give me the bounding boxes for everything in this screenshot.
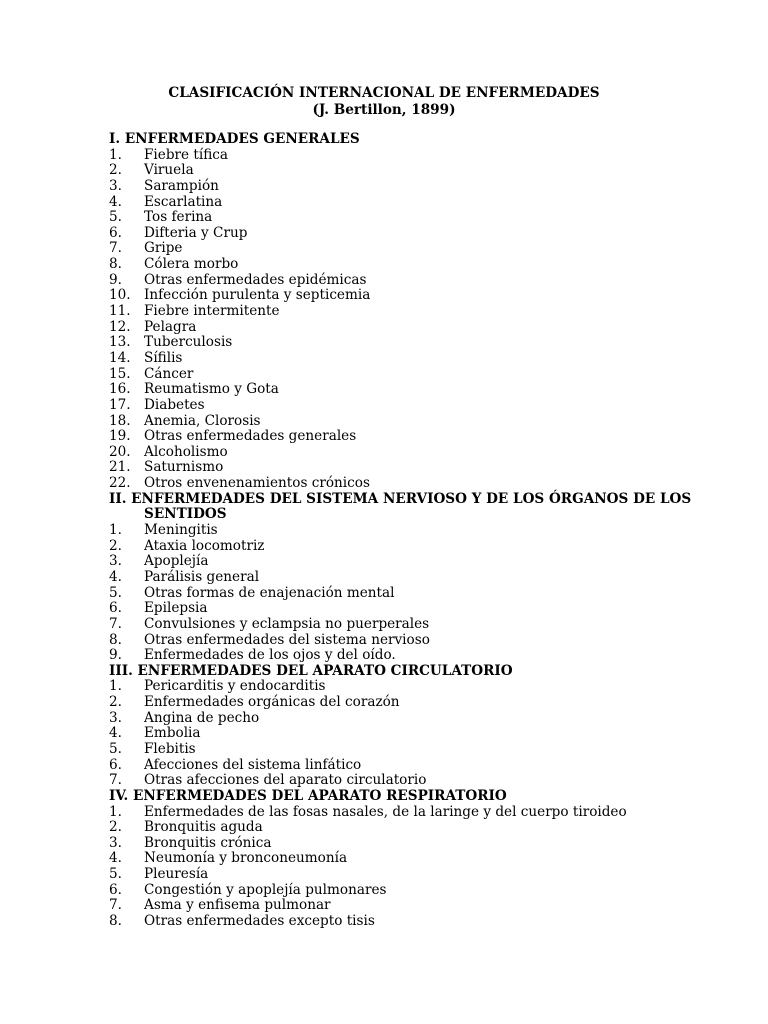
list-item	[109, 648, 709, 664]
list-item-text: Cólera morbo	[144, 256, 239, 273]
section-heading: II. ENFERMEDADES DEL SISTEMA NERVIOSO Y DE LOS ÓRGANOS DE LOS	[109, 490, 692, 507]
list-item-number: 14.	[109, 349, 131, 366]
list-item-number: 5.	[109, 584, 122, 601]
list-item-number: 9.	[109, 271, 122, 288]
list-item-number: 19.	[109, 428, 131, 445]
list-item	[109, 148, 709, 164]
list-item-number: 10.	[109, 287, 131, 304]
list-item	[109, 414, 709, 430]
list-item	[109, 288, 709, 304]
list-item	[109, 163, 709, 179]
list-item-text: Diabetes	[144, 396, 205, 413]
list-item-number: 13.	[109, 334, 131, 351]
list-item-text: Otras enfermedades generales	[144, 428, 357, 445]
list-item-text: Infección purulenta y septicemia	[144, 287, 371, 304]
list-item-number: 2.	[109, 694, 122, 711]
list-item-number: 3.	[109, 709, 122, 726]
list-item-number: 3.	[109, 834, 122, 851]
list-item-text: Bronquitis aguda	[144, 819, 263, 836]
list-item-text: Meningitis	[144, 522, 218, 539]
list-item-text: Pelagra	[144, 318, 197, 335]
list-item-text: Tos ferina	[144, 209, 213, 226]
list-item-text: Fiebre intermitente	[144, 303, 280, 320]
list-item-number: 20.	[109, 443, 131, 460]
list-item-text: Tuberculosis	[144, 334, 233, 351]
list-item-text: Flebitis	[144, 740, 196, 757]
list-item	[109, 241, 709, 257]
section-heading-continuation: SENTIDOS	[144, 506, 227, 523]
list-item-number: 9.	[109, 647, 122, 664]
list-item-number: 17.	[109, 396, 131, 413]
list-item	[109, 742, 709, 758]
list-item-text: Congestión y apoplejía pulmonares	[144, 881, 387, 898]
list-item-text: Apoplejía	[144, 553, 209, 570]
list-item	[109, 523, 709, 539]
list-item-number: 11.	[109, 303, 131, 320]
list-item-number: 4.	[109, 193, 122, 210]
list-item-number: 18.	[109, 412, 131, 429]
list-item	[109, 836, 709, 852]
list-item-text: Otras enfermedades del sistema nervioso	[144, 631, 430, 648]
section-heading: III. ENFERMEDADES DEL APARATO CIRCULATORIO	[109, 662, 513, 679]
list-item	[109, 679, 709, 695]
list-item	[109, 398, 709, 414]
list-item-number: 7.	[109, 772, 122, 789]
list-item	[109, 304, 709, 320]
list-item	[109, 320, 709, 336]
list-item-number: 7.	[109, 897, 122, 914]
list-item-text: Asma y enfisema pulmonar	[144, 897, 331, 914]
list-item-number: 8.	[109, 913, 122, 930]
list-item	[109, 695, 709, 711]
list-item-text: Pericarditis y endocarditis	[144, 678, 326, 695]
list-item-number: 3.	[109, 177, 122, 194]
list-item-number: 22.	[109, 475, 131, 492]
list-item	[109, 382, 709, 398]
list-item	[109, 351, 709, 367]
list-item-number: 4.	[109, 850, 122, 867]
list-item-text: Bronquitis crónica	[144, 834, 272, 851]
list-item-number: 8.	[109, 256, 122, 273]
list-item-text: Anemia, Clorosis	[144, 412, 261, 429]
list-item-number: 1.	[109, 678, 122, 695]
list-item	[109, 210, 709, 226]
list-item	[109, 898, 709, 914]
list-item-number: 2.	[109, 819, 122, 836]
list-item-text: Enfermedades de los ojos y del oído.	[144, 647, 396, 664]
list-item-number: 16.	[109, 381, 131, 398]
list-item-number: 5.	[109, 740, 122, 757]
list-item	[109, 758, 709, 774]
list-item	[109, 633, 709, 649]
list-item-number: 2.	[109, 537, 122, 554]
list-item-number: 6.	[109, 600, 122, 617]
list-item	[109, 195, 709, 211]
list-item	[109, 539, 709, 555]
list-item-text: Enfermedades de las fosas nasales, de la laringe y del cuerpo tiroideo	[144, 803, 627, 820]
list-item-text: Otras enfermedades excepto tisis	[144, 913, 375, 930]
document-body	[109, 132, 709, 930]
list-item	[109, 726, 709, 742]
list-item	[109, 867, 709, 883]
list-item	[109, 805, 709, 821]
list-item-number: 6.	[109, 224, 122, 241]
list-item-text: Enfermedades orgánicas del corazón	[144, 694, 400, 711]
list-item-text: Otras afecciones del aparato circulatorio	[144, 772, 427, 789]
list-item	[109, 273, 709, 289]
list-item	[109, 601, 709, 617]
list-item-text: Viruela	[144, 162, 194, 179]
list-item-text: Cáncer	[144, 365, 194, 382]
list-item-number: 15.	[109, 365, 131, 382]
list-item-text: Otras formas de enajenación mental	[144, 584, 395, 601]
section-heading: IV. ENFERMEDADES DEL APARATO RESPIRATORIO	[109, 787, 507, 804]
list-item-text: Gripe	[144, 240, 183, 257]
list-item-number: 1.	[109, 803, 122, 820]
list-item-text: Angina de pecho	[144, 709, 260, 726]
list-item-number: 1.	[109, 146, 122, 163]
list-item-text: Convulsiones y eclampsia no puerperales	[144, 615, 430, 632]
list-item-text: Escarlatina	[144, 193, 223, 210]
list-item-text: Otros envenenamientos crónicos	[144, 475, 370, 492]
list-item	[109, 445, 709, 461]
list-item	[109, 476, 709, 492]
list-item-number: 21.	[109, 459, 131, 476]
list-item-text: Embolia	[144, 725, 201, 742]
list-item-text: Sífilis	[144, 349, 183, 366]
section-heading: I. ENFERMEDADES GENERALES	[109, 131, 360, 147]
list-item-text: Alcoholismo	[144, 443, 228, 460]
list-item	[109, 179, 709, 195]
list-item-number: 8.	[109, 631, 122, 648]
list-item	[109, 711, 709, 727]
list-item-text: Ataxia locomotriz	[144, 537, 265, 554]
list-item	[109, 820, 709, 836]
list-item-number: 7.	[109, 240, 122, 257]
list-item-text: Otras enfermedades epidémicas	[144, 271, 367, 288]
list-item-number: 7.	[109, 615, 122, 632]
list-item	[109, 617, 709, 633]
list-item-text: Sarampión	[144, 177, 219, 194]
list-item	[109, 367, 709, 383]
list-item-text: Parálisis general	[144, 568, 260, 585]
list-item	[109, 851, 709, 867]
list-item-number: 3.	[109, 553, 122, 570]
list-item-number: 5.	[109, 209, 122, 226]
list-item	[109, 460, 709, 476]
list-item-number: 5.	[109, 866, 122, 883]
document-subtitle: (J. Bertillon, 1899)	[312, 102, 456, 118]
list-item	[109, 257, 709, 273]
list-item-number: 6.	[109, 881, 122, 898]
list-item-text: Neumonía y bronconeumonía	[144, 850, 348, 867]
list-item	[109, 335, 709, 351]
list-item-text: Saturnismo	[144, 459, 224, 476]
list-item	[109, 554, 709, 570]
list-item	[109, 773, 709, 789]
list-item-number: 4.	[109, 568, 122, 585]
list-item	[109, 586, 709, 602]
list-item-number: 12.	[109, 318, 131, 335]
list-item-number: 4.	[109, 725, 122, 742]
list-item-number: 2.	[109, 162, 122, 179]
list-item	[109, 226, 709, 242]
list-item-number: 1.	[109, 522, 122, 539]
list-item-text: Reumatismo y Gota	[144, 381, 279, 398]
document-title: CLASIFICACIÓN INTERNACIONAL DE ENFERMEDADES	[168, 85, 600, 101]
list-item	[109, 914, 709, 930]
list-item	[109, 883, 709, 899]
list-item-text: Epilepsia	[144, 600, 208, 617]
list-item-text: Fiebre tífica	[144, 146, 228, 163]
list-item-text: Afecciones del sistema linfático	[144, 756, 362, 773]
list-item-number: 6.	[109, 756, 122, 773]
list-item	[109, 429, 709, 445]
list-item-text: Pleuresía	[144, 866, 209, 883]
list-item-text: Difteria y Crup	[144, 224, 248, 241]
list-item	[109, 570, 709, 586]
